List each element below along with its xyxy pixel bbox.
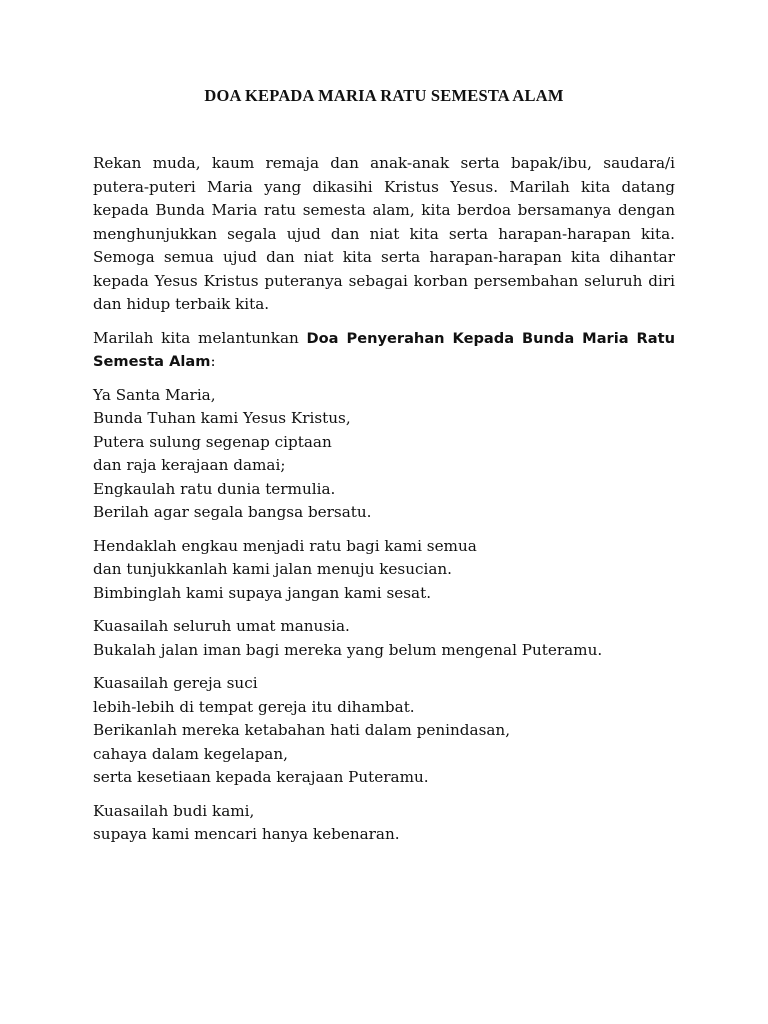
prayer-name: Doa Penyerahan Kepada Bunda Maria Ratu Semesta Alam: [93, 329, 676, 370]
stanza-line: Bukalah jalan iman bagi mereka yang belum mengenal Puteramu.: [93, 640, 603, 659]
intro-paragraph: Rekan muda, kaum remaja dan anak-anak serta bapak/ibu, saudara/i putera-puteri Maria yang dikasihi Kristus Yesus. Marilah kita datang kepada Bunda Maria ratu semesta alam, kita berdoa bersamanya dengan menghunjukkan segala ujud dan niat kita serta harapan-harapan kita. Semoga semua ujud dan niat kita serta harapan-harapan kita dihantar kepada Yesus Kristus puteranya sebagai korban persembahan seluruh diri dan hidup terbaik kita.: [93, 154, 675, 313]
stanza-line: Ya Santa Maria,: [93, 385, 216, 404]
invitation-lead: Marilah kita melantunkan: [93, 328, 307, 347]
stanza-line: supaya kami mencari hanya kebenaran.: [93, 825, 400, 843]
stanza-line: Bunda Tuhan kami Yesus Kristus,: [93, 409, 351, 427]
stanza-line: cahaya dalam kegelapan,: [93, 744, 288, 763]
stanza-line: Kuasailah seluruh umat manusia.: [93, 617, 350, 635]
stanza-3: [93, 615, 675, 662]
stanza-line: Berilah agar segala bangsa bersatu.: [93, 503, 372, 521]
invitation-trail: :: [210, 352, 216, 370]
stanza-line: serta kesetiaan kepada kerajaan Puteramu.: [93, 768, 429, 786]
stanza-line: Hendaklah engkau menjadi ratu bagi kami semua: [93, 536, 477, 555]
stanza-line: Kuasailah budi kami,: [93, 801, 255, 820]
stanza-line: Berikanlah mereka ketabahan hati dalam penindasan,: [93, 721, 511, 739]
stanza-line: dan tunjukkanlah kami jalan menuju kesucian.: [93, 560, 452, 578]
stanza-line: lebih-lebih di tempat gereja itu dihambat.: [93, 697, 415, 716]
document-title: DOA KEPADA MARIA RATU SEMESTA ALAM: [204, 86, 564, 105]
stanza-line: Engkaulah ratu dunia termulia.: [93, 479, 336, 498]
stanza-line: Bimbinglah kami supaya jangan kami sesat.: [93, 583, 432, 602]
stanza-line: dan raja kerajaan damai;: [93, 456, 286, 474]
stanza-4: [93, 672, 675, 790]
stanza-line: Putera sulung segenap ciptaan: [93, 432, 332, 451]
stanza-5: [93, 800, 675, 847]
stanza-1: [93, 384, 675, 525]
stanza-2: [93, 535, 675, 606]
invitation-paragraph: [93, 327, 675, 374]
document-body: [93, 152, 675, 857]
stanza-line: Kuasailah gereja suci: [93, 674, 258, 692]
